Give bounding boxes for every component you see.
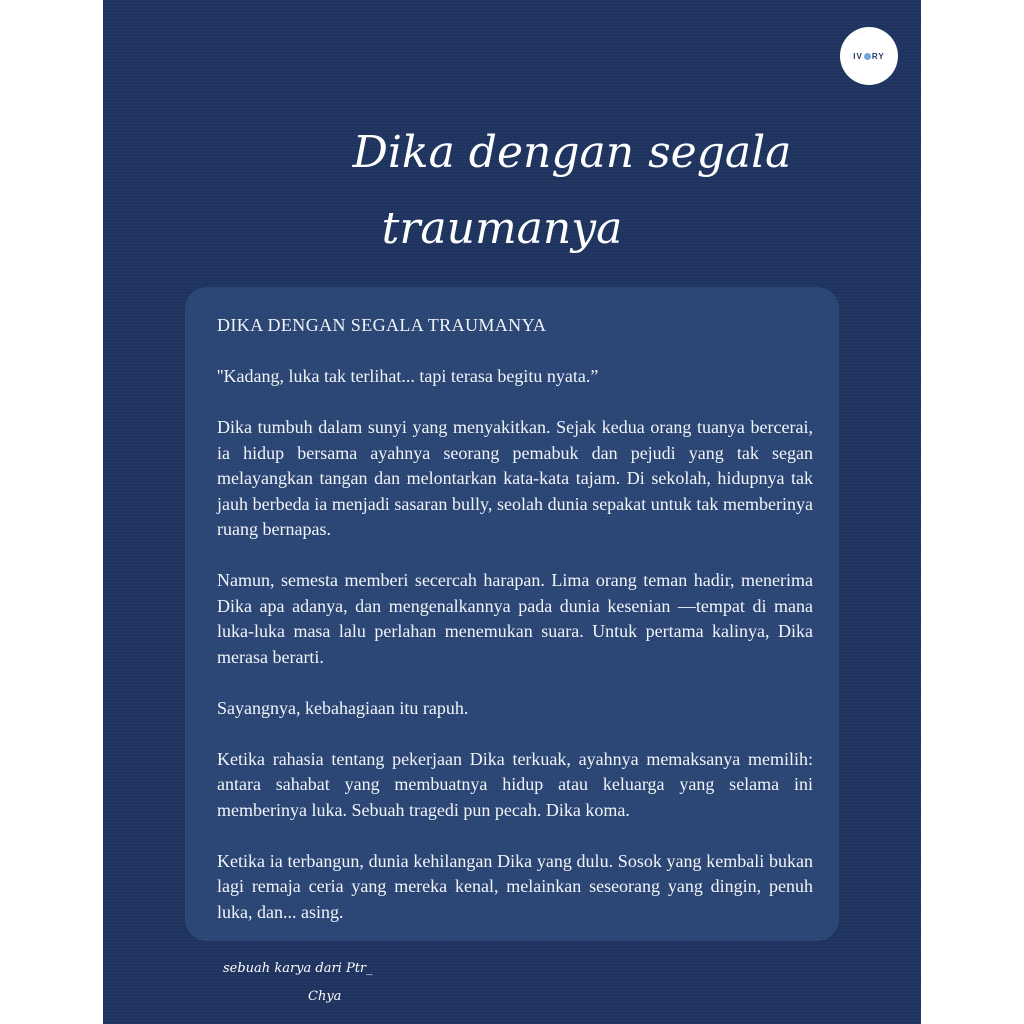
book-title bbox=[103, 115, 921, 267]
synopsis-paragraph-5: Ketika ia terbangun, dunia kehilangan Dika yang dulu. Sosok yang kembali bukan lagi remaja ceria yang mereka kenal, melainkan seseorang yang dingin, penuh luka, dan... asing. bbox=[217, 850, 813, 922]
ivory-logo bbox=[840, 27, 898, 85]
synopsis-paragraph-4: Ketika rahasia tentang pekerjaan Dika terkuak, ayahnya memaksanya memilih: antara sahabat yang membuatnya hidup atau keluarga yang selama ini memberinya luka. Sebuah tragedi pun pecah. Dika koma. bbox=[217, 748, 813, 820]
synopsis-card bbox=[185, 287, 839, 941]
cover-panel bbox=[103, 0, 921, 1024]
synopsis-paragraph-2: Namun, semesta memberi secercah harapan. Lima orang teman hadir, menerima Dika apa adanya, dan mengenalkannya pada dunia kesenian —tempat di mana luka-luka masa lalu perlahan menemukan suara. Untuk pertama kalinya, Dika merasa berarti. bbox=[217, 570, 813, 667]
author-credit-line-1: sebuah karya dari Ptr_ bbox=[223, 961, 373, 976]
logo-text-start: IV bbox=[853, 51, 863, 61]
logo-dot-icon bbox=[864, 53, 871, 60]
author-credit bbox=[223, 955, 443, 1011]
synopsis-paragraph-3: Sayangnya, kebahagiaan itu rapuh. bbox=[217, 697, 469, 718]
book-title-line-2: traumanya bbox=[381, 203, 623, 254]
synopsis-quote: ''Kadang, luka tak terlihat... tapi terasa begitu nyata.” bbox=[217, 366, 599, 386]
logo-text bbox=[853, 52, 884, 61]
author-name: Chya bbox=[308, 989, 342, 1004]
synopsis-heading: DIKA DENGAN SEGALA TRAUMANYA bbox=[217, 315, 547, 335]
synopsis-paragraph-1: Dika tumbuh dalam sunyi yang menyakitkan. Sejak kedua orang tuanya bercerai, ia hidup bersama ayahnya seorang pemabuk dan pejudi yang tak segan melayangkan tangan dan melontarkan kata-kata tajam. Di sekolah, hidupnya tak jauh berbeda ia menjadi sasaran bully, seolah dunia sepakat untuk tak memberinya ruang bernapas. bbox=[217, 417, 813, 539]
book-title-line-1: Dika dengan segala bbox=[352, 127, 792, 178]
logo-text-end: RY bbox=[871, 51, 885, 61]
